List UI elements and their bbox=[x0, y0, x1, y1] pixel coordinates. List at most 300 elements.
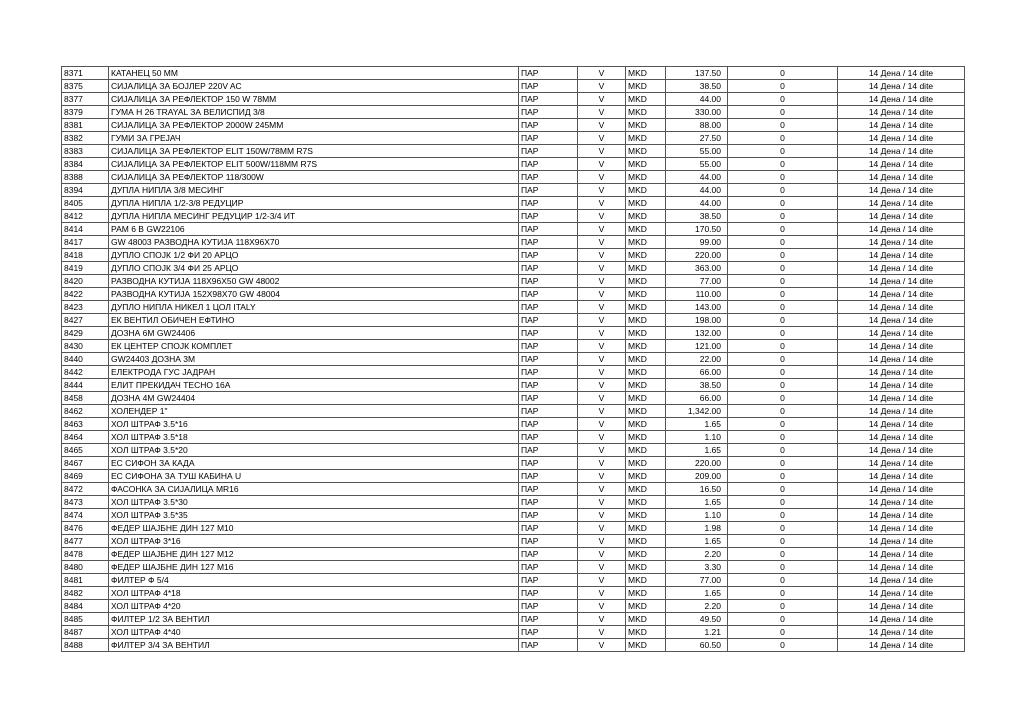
item-name: ДУПЛА НИПЛА МЕСИНГ РЕДУЦИР 1/2-3/4 ИТ bbox=[109, 210, 519, 223]
item-quantity: 0 bbox=[728, 626, 838, 639]
item-currency: MKD bbox=[626, 626, 666, 639]
item-delivery-term: 14 Дена / 14 dite bbox=[838, 249, 965, 262]
item-currency: MKD bbox=[626, 535, 666, 548]
item-price: 1.98 bbox=[666, 522, 728, 535]
item-currency: MKD bbox=[626, 249, 666, 262]
item-quantity: 0 bbox=[728, 574, 838, 587]
item-vat: V bbox=[578, 444, 626, 457]
table-row bbox=[62, 457, 965, 470]
item-price: 363.00 bbox=[666, 262, 728, 275]
item-quantity: 0 bbox=[728, 67, 838, 80]
item-code: 8412 bbox=[62, 210, 109, 223]
item-unit: ПАР bbox=[519, 197, 578, 210]
item-vat: V bbox=[578, 379, 626, 392]
item-vat: V bbox=[578, 340, 626, 353]
item-name: РАМ 6 В GW22106 bbox=[109, 223, 519, 236]
item-delivery-term: 14 Дена / 14 dite bbox=[838, 119, 965, 132]
item-unit: ПАР bbox=[519, 379, 578, 392]
item-delivery-term: 14 Дена / 14 dite bbox=[838, 639, 965, 652]
item-delivery-term: 14 Дена / 14 dite bbox=[838, 470, 965, 483]
item-vat: V bbox=[578, 158, 626, 171]
item-unit: ПАР bbox=[519, 262, 578, 275]
item-quantity: 0 bbox=[728, 587, 838, 600]
item-delivery-term: 14 Дена / 14 dite bbox=[838, 418, 965, 431]
item-vat: V bbox=[578, 405, 626, 418]
item-name: РАЗВОДНА КУТИЈА 118X96X50 GW 48002 bbox=[109, 275, 519, 288]
item-currency: MKD bbox=[626, 444, 666, 457]
table-row bbox=[62, 340, 965, 353]
item-name: СИЈАЛИЦА ЗА РЕФЛЕКТОР 150 W 78ММ bbox=[109, 93, 519, 106]
table-row bbox=[62, 93, 965, 106]
item-name: ГУМИ ЗА ГРЕЈАЧ bbox=[109, 132, 519, 145]
table-row bbox=[62, 548, 965, 561]
item-code: 8473 bbox=[62, 496, 109, 509]
item-delivery-term: 14 Дена / 14 dite bbox=[838, 496, 965, 509]
item-currency: MKD bbox=[626, 132, 666, 145]
item-unit: ПАР bbox=[519, 223, 578, 236]
item-quantity: 0 bbox=[728, 288, 838, 301]
item-delivery-term: 14 Дена / 14 dite bbox=[838, 171, 965, 184]
item-delivery-term: 14 Дена / 14 dite bbox=[838, 444, 965, 457]
item-vat: V bbox=[578, 236, 626, 249]
item-vat: V bbox=[578, 431, 626, 444]
item-name: СИЈАЛИЦА ЗА РЕФЛЕКТОР 2000W 245ММ bbox=[109, 119, 519, 132]
item-unit: ПАР bbox=[519, 158, 578, 171]
item-vat: V bbox=[578, 67, 626, 80]
table-row bbox=[62, 80, 965, 93]
item-code: 8478 bbox=[62, 548, 109, 561]
item-code: 8476 bbox=[62, 522, 109, 535]
item-name: ДУПЛА НИПЛА 3/8 МЕСИНГ bbox=[109, 184, 519, 197]
item-unit: ПАР bbox=[519, 184, 578, 197]
item-name: ФЕДЕР ШАЈБНЕ ДИН 127 М10 bbox=[109, 522, 519, 535]
item-name: ЕК ЦЕНТЕР СПОЈК КОМПЛЕТ bbox=[109, 340, 519, 353]
item-vat: V bbox=[578, 353, 626, 366]
table-row bbox=[62, 353, 965, 366]
item-price: 38.50 bbox=[666, 210, 728, 223]
item-code: 8463 bbox=[62, 418, 109, 431]
table-row bbox=[62, 249, 965, 262]
item-code: 8382 bbox=[62, 132, 109, 145]
item-quantity: 0 bbox=[728, 509, 838, 522]
item-delivery-term: 14 Дена / 14 dite bbox=[838, 210, 965, 223]
item-quantity: 0 bbox=[728, 483, 838, 496]
item-code: 8464 bbox=[62, 431, 109, 444]
item-code: 8442 bbox=[62, 366, 109, 379]
item-vat: V bbox=[578, 132, 626, 145]
item-delivery-term: 14 Дена / 14 dite bbox=[838, 379, 965, 392]
item-price: 110.00 bbox=[666, 288, 728, 301]
table-row bbox=[62, 535, 965, 548]
item-price: 38.50 bbox=[666, 379, 728, 392]
item-code: 8462 bbox=[62, 405, 109, 418]
item-code: 8418 bbox=[62, 249, 109, 262]
item-unit: ПАР bbox=[519, 405, 578, 418]
item-code: 8420 bbox=[62, 275, 109, 288]
item-name: ГУМА Н 26 TRAYAL ЗА ВЕЛИСПИД 3/8 bbox=[109, 106, 519, 119]
table-row bbox=[62, 327, 965, 340]
table-row bbox=[62, 288, 965, 301]
table-row bbox=[62, 600, 965, 613]
item-currency: MKD bbox=[626, 587, 666, 600]
item-price: 132.00 bbox=[666, 327, 728, 340]
item-currency: MKD bbox=[626, 418, 666, 431]
item-unit: ПАР bbox=[519, 288, 578, 301]
item-name: ЕЛИТ ПРЕКИДАЧ ТЕСНО 16А bbox=[109, 379, 519, 392]
item-delivery-term: 14 Дена / 14 dite bbox=[838, 626, 965, 639]
item-currency: MKD bbox=[626, 483, 666, 496]
item-delivery-term: 14 Дена / 14 dite bbox=[838, 392, 965, 405]
item-name: ЕС СИФОН ЗА КАДА bbox=[109, 457, 519, 470]
item-currency: MKD bbox=[626, 119, 666, 132]
table-row bbox=[62, 106, 965, 119]
item-unit: ПАР bbox=[519, 600, 578, 613]
item-currency: MKD bbox=[626, 613, 666, 626]
item-vat: V bbox=[578, 223, 626, 236]
item-unit: ПАР bbox=[519, 106, 578, 119]
item-code: 8383 bbox=[62, 145, 109, 158]
item-currency: MKD bbox=[626, 561, 666, 574]
item-price: 1.10 bbox=[666, 431, 728, 444]
item-unit: ПАР bbox=[519, 470, 578, 483]
item-unit: ПАР bbox=[519, 249, 578, 262]
item-unit: ПАР bbox=[519, 496, 578, 509]
item-price: 38.50 bbox=[666, 80, 728, 93]
item-name: ДОЗНА 4М GW24404 bbox=[109, 392, 519, 405]
item-quantity: 0 bbox=[728, 301, 838, 314]
item-quantity: 0 bbox=[728, 249, 838, 262]
item-currency: MKD bbox=[626, 457, 666, 470]
item-price: 55.00 bbox=[666, 158, 728, 171]
item-price: 170.50 bbox=[666, 223, 728, 236]
item-currency: MKD bbox=[626, 171, 666, 184]
item-code: 8440 bbox=[62, 353, 109, 366]
item-price: 1,342.00 bbox=[666, 405, 728, 418]
table-row bbox=[62, 470, 965, 483]
item-vat: V bbox=[578, 600, 626, 613]
item-price: 1.21 bbox=[666, 626, 728, 639]
item-name: ХОЛ ШТРАФ 4*18 bbox=[109, 587, 519, 600]
item-quantity: 0 bbox=[728, 80, 838, 93]
table-row bbox=[62, 418, 965, 431]
item-code: 8484 bbox=[62, 600, 109, 613]
item-vat: V bbox=[578, 574, 626, 587]
item-currency: MKD bbox=[626, 639, 666, 652]
item-price: 16.50 bbox=[666, 483, 728, 496]
item-vat: V bbox=[578, 262, 626, 275]
item-code: 8480 bbox=[62, 561, 109, 574]
item-vat: V bbox=[578, 457, 626, 470]
table-row bbox=[62, 262, 965, 275]
item-quantity: 0 bbox=[728, 132, 838, 145]
item-currency: MKD bbox=[626, 236, 666, 249]
item-code: 8458 bbox=[62, 392, 109, 405]
table-row bbox=[62, 314, 965, 327]
item-quantity: 0 bbox=[728, 262, 838, 275]
item-delivery-term: 14 Дена / 14 dite bbox=[838, 431, 965, 444]
item-unit: ПАР bbox=[519, 132, 578, 145]
item-unit: ПАР bbox=[519, 340, 578, 353]
item-vat: V bbox=[578, 249, 626, 262]
item-name: ЕЛЕКТРОДА ГУС ЈАДРАН bbox=[109, 366, 519, 379]
item-delivery-term: 14 Дена / 14 dite bbox=[838, 327, 965, 340]
item-name: СИЈАЛИЦА ЗА РЕФЛЕКТОР ELIT 500W/118MM R7S bbox=[109, 158, 519, 171]
item-name: ДУПЛА НИПЛА 1/2-3/8 РЕДУЦИР bbox=[109, 197, 519, 210]
item-vat: V bbox=[578, 327, 626, 340]
item-unit: ПАР bbox=[519, 171, 578, 184]
item-currency: MKD bbox=[626, 470, 666, 483]
item-unit: ПАР bbox=[519, 314, 578, 327]
item-code: 8472 bbox=[62, 483, 109, 496]
item-delivery-term: 14 Дена / 14 dite bbox=[838, 197, 965, 210]
item-quantity: 0 bbox=[728, 444, 838, 457]
item-price: 49.50 bbox=[666, 613, 728, 626]
item-delivery-term: 14 Дена / 14 dite bbox=[838, 145, 965, 158]
item-unit: ПАР bbox=[519, 626, 578, 639]
item-delivery-term: 14 Дена / 14 dite bbox=[838, 561, 965, 574]
item-price: 99.00 bbox=[666, 236, 728, 249]
item-quantity: 0 bbox=[728, 379, 838, 392]
item-delivery-term: 14 Дена / 14 dite bbox=[838, 600, 965, 613]
item-price: 198.00 bbox=[666, 314, 728, 327]
table-row bbox=[62, 67, 965, 80]
item-name: ЕС СИФОНА ЗА ТУШ КАБИНА U bbox=[109, 470, 519, 483]
item-price: 66.00 bbox=[666, 392, 728, 405]
item-name: ФИЛТЕР 1/2 ЗА ВЕНТИЛ bbox=[109, 613, 519, 626]
item-price: 330.00 bbox=[666, 106, 728, 119]
item-delivery-term: 14 Дена / 14 dite bbox=[838, 236, 965, 249]
item-price: 1.65 bbox=[666, 587, 728, 600]
item-code: 8371 bbox=[62, 67, 109, 80]
item-quantity: 0 bbox=[728, 405, 838, 418]
item-price: 137.50 bbox=[666, 67, 728, 80]
item-unit: ПАР bbox=[519, 548, 578, 561]
item-delivery-term: 14 Дена / 14 dite bbox=[838, 314, 965, 327]
item-quantity: 0 bbox=[728, 340, 838, 353]
item-vat: V bbox=[578, 561, 626, 574]
item-name: ДУПЛО НИПЛА НИКЕЛ 1 ЦОЛ ITALY bbox=[109, 301, 519, 314]
item-code: 8487 bbox=[62, 626, 109, 639]
item-currency: MKD bbox=[626, 600, 666, 613]
item-name: СИЈАЛИЦА ЗА РЕФЛЕКТОР ELIT 150W/78MM R7S bbox=[109, 145, 519, 158]
item-currency: MKD bbox=[626, 93, 666, 106]
item-unit: ПАР bbox=[519, 145, 578, 158]
item-delivery-term: 14 Дена / 14 dite bbox=[838, 587, 965, 600]
table-row bbox=[62, 587, 965, 600]
table-row bbox=[62, 145, 965, 158]
item-name: РАЗВОДНА КУТИЈА 152X98X70 GW 48004 bbox=[109, 288, 519, 301]
item-vat: V bbox=[578, 587, 626, 600]
item-code: 8430 bbox=[62, 340, 109, 353]
item-unit: ПАР bbox=[519, 613, 578, 626]
item-code: 8422 bbox=[62, 288, 109, 301]
item-delivery-term: 14 Дена / 14 dite bbox=[838, 223, 965, 236]
item-delivery-term: 14 Дена / 14 dite bbox=[838, 509, 965, 522]
item-unit: ПАР bbox=[519, 574, 578, 587]
item-name: ХОЛ ШТРАФ 4*40 bbox=[109, 626, 519, 639]
item-code: 8481 bbox=[62, 574, 109, 587]
item-unit: ПАР bbox=[519, 535, 578, 548]
item-price: 44.00 bbox=[666, 197, 728, 210]
item-delivery-term: 14 Дена / 14 dite bbox=[838, 353, 965, 366]
table-row bbox=[62, 613, 965, 626]
item-name: ДОЗНА 6М GW24406 bbox=[109, 327, 519, 340]
item-code: 8474 bbox=[62, 509, 109, 522]
item-currency: MKD bbox=[626, 548, 666, 561]
item-delivery-term: 14 Дена / 14 dite bbox=[838, 288, 965, 301]
item-quantity: 0 bbox=[728, 613, 838, 626]
item-name: ХОЛ ШТРАФ 3.5*20 bbox=[109, 444, 519, 457]
item-price: 1.65 bbox=[666, 496, 728, 509]
item-currency: MKD bbox=[626, 145, 666, 158]
item-vat: V bbox=[578, 288, 626, 301]
item-name: ФАСОНКА ЗА СИЈАЛИЦА MR16 bbox=[109, 483, 519, 496]
item-price: 1.65 bbox=[666, 535, 728, 548]
item-code: 8429 bbox=[62, 327, 109, 340]
item-delivery-term: 14 Дена / 14 dite bbox=[838, 613, 965, 626]
table-row bbox=[62, 522, 965, 535]
item-delivery-term: 14 Дена / 14 dite bbox=[838, 301, 965, 314]
item-quantity: 0 bbox=[728, 535, 838, 548]
item-currency: MKD bbox=[626, 275, 666, 288]
item-price: 77.00 bbox=[666, 275, 728, 288]
item-unit: ПАР bbox=[519, 587, 578, 600]
item-price: 220.00 bbox=[666, 457, 728, 470]
item-currency: MKD bbox=[626, 262, 666, 275]
item-vat: V bbox=[578, 197, 626, 210]
item-unit: ПАР bbox=[519, 301, 578, 314]
price-list-body bbox=[62, 67, 965, 652]
item-price: 27.50 bbox=[666, 132, 728, 145]
item-unit: ПАР bbox=[519, 457, 578, 470]
item-delivery-term: 14 Дена / 14 dite bbox=[838, 275, 965, 288]
item-vat: V bbox=[578, 80, 626, 93]
item-delivery-term: 14 Дена / 14 dite bbox=[838, 106, 965, 119]
table-row bbox=[62, 496, 965, 509]
item-unit: ПАР bbox=[519, 236, 578, 249]
item-currency: MKD bbox=[626, 67, 666, 80]
item-currency: MKD bbox=[626, 106, 666, 119]
item-quantity: 0 bbox=[728, 639, 838, 652]
item-price: 44.00 bbox=[666, 184, 728, 197]
item-unit: ПАР bbox=[519, 444, 578, 457]
item-currency: MKD bbox=[626, 197, 666, 210]
item-vat: V bbox=[578, 275, 626, 288]
item-vat: V bbox=[578, 496, 626, 509]
item-currency: MKD bbox=[626, 509, 666, 522]
item-delivery-term: 14 Дена / 14 dite bbox=[838, 574, 965, 587]
item-currency: MKD bbox=[626, 80, 666, 93]
item-vat: V bbox=[578, 613, 626, 626]
table-row bbox=[62, 301, 965, 314]
item-quantity: 0 bbox=[728, 327, 838, 340]
item-unit: ПАР bbox=[519, 210, 578, 223]
item-vat: V bbox=[578, 535, 626, 548]
item-unit: ПАР bbox=[519, 67, 578, 80]
item-price: 3.30 bbox=[666, 561, 728, 574]
item-name: GW 48003 РАЗВОДНА КУТИЈА 118X96X70 bbox=[109, 236, 519, 249]
item-unit: ПАР bbox=[519, 418, 578, 431]
item-code: 8384 bbox=[62, 158, 109, 171]
item-quantity: 0 bbox=[728, 418, 838, 431]
item-quantity: 0 bbox=[728, 366, 838, 379]
table-row bbox=[62, 405, 965, 418]
item-quantity: 0 bbox=[728, 600, 838, 613]
item-vat: V bbox=[578, 301, 626, 314]
item-code: 8488 bbox=[62, 639, 109, 652]
item-name: GW24403 ДОЗНА 3М bbox=[109, 353, 519, 366]
item-currency: MKD bbox=[626, 353, 666, 366]
item-quantity: 0 bbox=[728, 106, 838, 119]
item-code: 8394 bbox=[62, 184, 109, 197]
item-vat: V bbox=[578, 314, 626, 327]
item-vat: V bbox=[578, 145, 626, 158]
item-delivery-term: 14 Дена / 14 dite bbox=[838, 548, 965, 561]
item-name: ФИЛТЕР 3/4 ЗА ВЕНТИЛ bbox=[109, 639, 519, 652]
table-row bbox=[62, 210, 965, 223]
item-delivery-term: 14 Дена / 14 dite bbox=[838, 67, 965, 80]
table-row bbox=[62, 366, 965, 379]
item-currency: MKD bbox=[626, 288, 666, 301]
item-name: КАТАНЕЦ 50 ММ bbox=[109, 67, 519, 80]
item-currency: MKD bbox=[626, 522, 666, 535]
item-delivery-term: 14 Дена / 14 dite bbox=[838, 405, 965, 418]
table-row bbox=[62, 197, 965, 210]
price-list-table bbox=[61, 66, 965, 652]
item-code: 8388 bbox=[62, 171, 109, 184]
item-currency: MKD bbox=[626, 314, 666, 327]
item-vat: V bbox=[578, 548, 626, 561]
item-price: 2.20 bbox=[666, 548, 728, 561]
item-name: ХОЛ ШТРАФ 3.5*16 bbox=[109, 418, 519, 431]
item-currency: MKD bbox=[626, 366, 666, 379]
item-vat: V bbox=[578, 184, 626, 197]
item-code: 8375 bbox=[62, 80, 109, 93]
item-quantity: 0 bbox=[728, 431, 838, 444]
item-currency: MKD bbox=[626, 158, 666, 171]
item-vat: V bbox=[578, 366, 626, 379]
item-unit: ПАР bbox=[519, 93, 578, 106]
item-name: СИЈАЛИЦА ЗА РЕФЛЕКТОР 118/300W bbox=[109, 171, 519, 184]
item-unit: ПАР bbox=[519, 639, 578, 652]
table-row bbox=[62, 275, 965, 288]
item-delivery-term: 14 Дена / 14 dite bbox=[838, 132, 965, 145]
item-price: 220.00 bbox=[666, 249, 728, 262]
item-delivery-term: 14 Дена / 14 dite bbox=[838, 340, 965, 353]
table-row bbox=[62, 119, 965, 132]
item-name: СИЈАЛИЦА ЗА БОЈЛЕР 220V AC bbox=[109, 80, 519, 93]
item-code: 8427 bbox=[62, 314, 109, 327]
item-unit: ПАР bbox=[519, 431, 578, 444]
item-price: 1.65 bbox=[666, 444, 728, 457]
item-currency: MKD bbox=[626, 574, 666, 587]
item-vat: V bbox=[578, 418, 626, 431]
item-unit: ПАР bbox=[519, 366, 578, 379]
item-vat: V bbox=[578, 522, 626, 535]
item-vat: V bbox=[578, 626, 626, 639]
item-vat: V bbox=[578, 483, 626, 496]
item-vat: V bbox=[578, 119, 626, 132]
item-code: 8423 bbox=[62, 301, 109, 314]
item-price: 1.65 bbox=[666, 418, 728, 431]
item-code: 8414 bbox=[62, 223, 109, 236]
table-row bbox=[62, 132, 965, 145]
item-name: ФИЛТЕР Ф 5/4 bbox=[109, 574, 519, 587]
item-vat: V bbox=[578, 639, 626, 652]
item-quantity: 0 bbox=[728, 314, 838, 327]
item-price: 209.00 bbox=[666, 470, 728, 483]
item-currency: MKD bbox=[626, 184, 666, 197]
